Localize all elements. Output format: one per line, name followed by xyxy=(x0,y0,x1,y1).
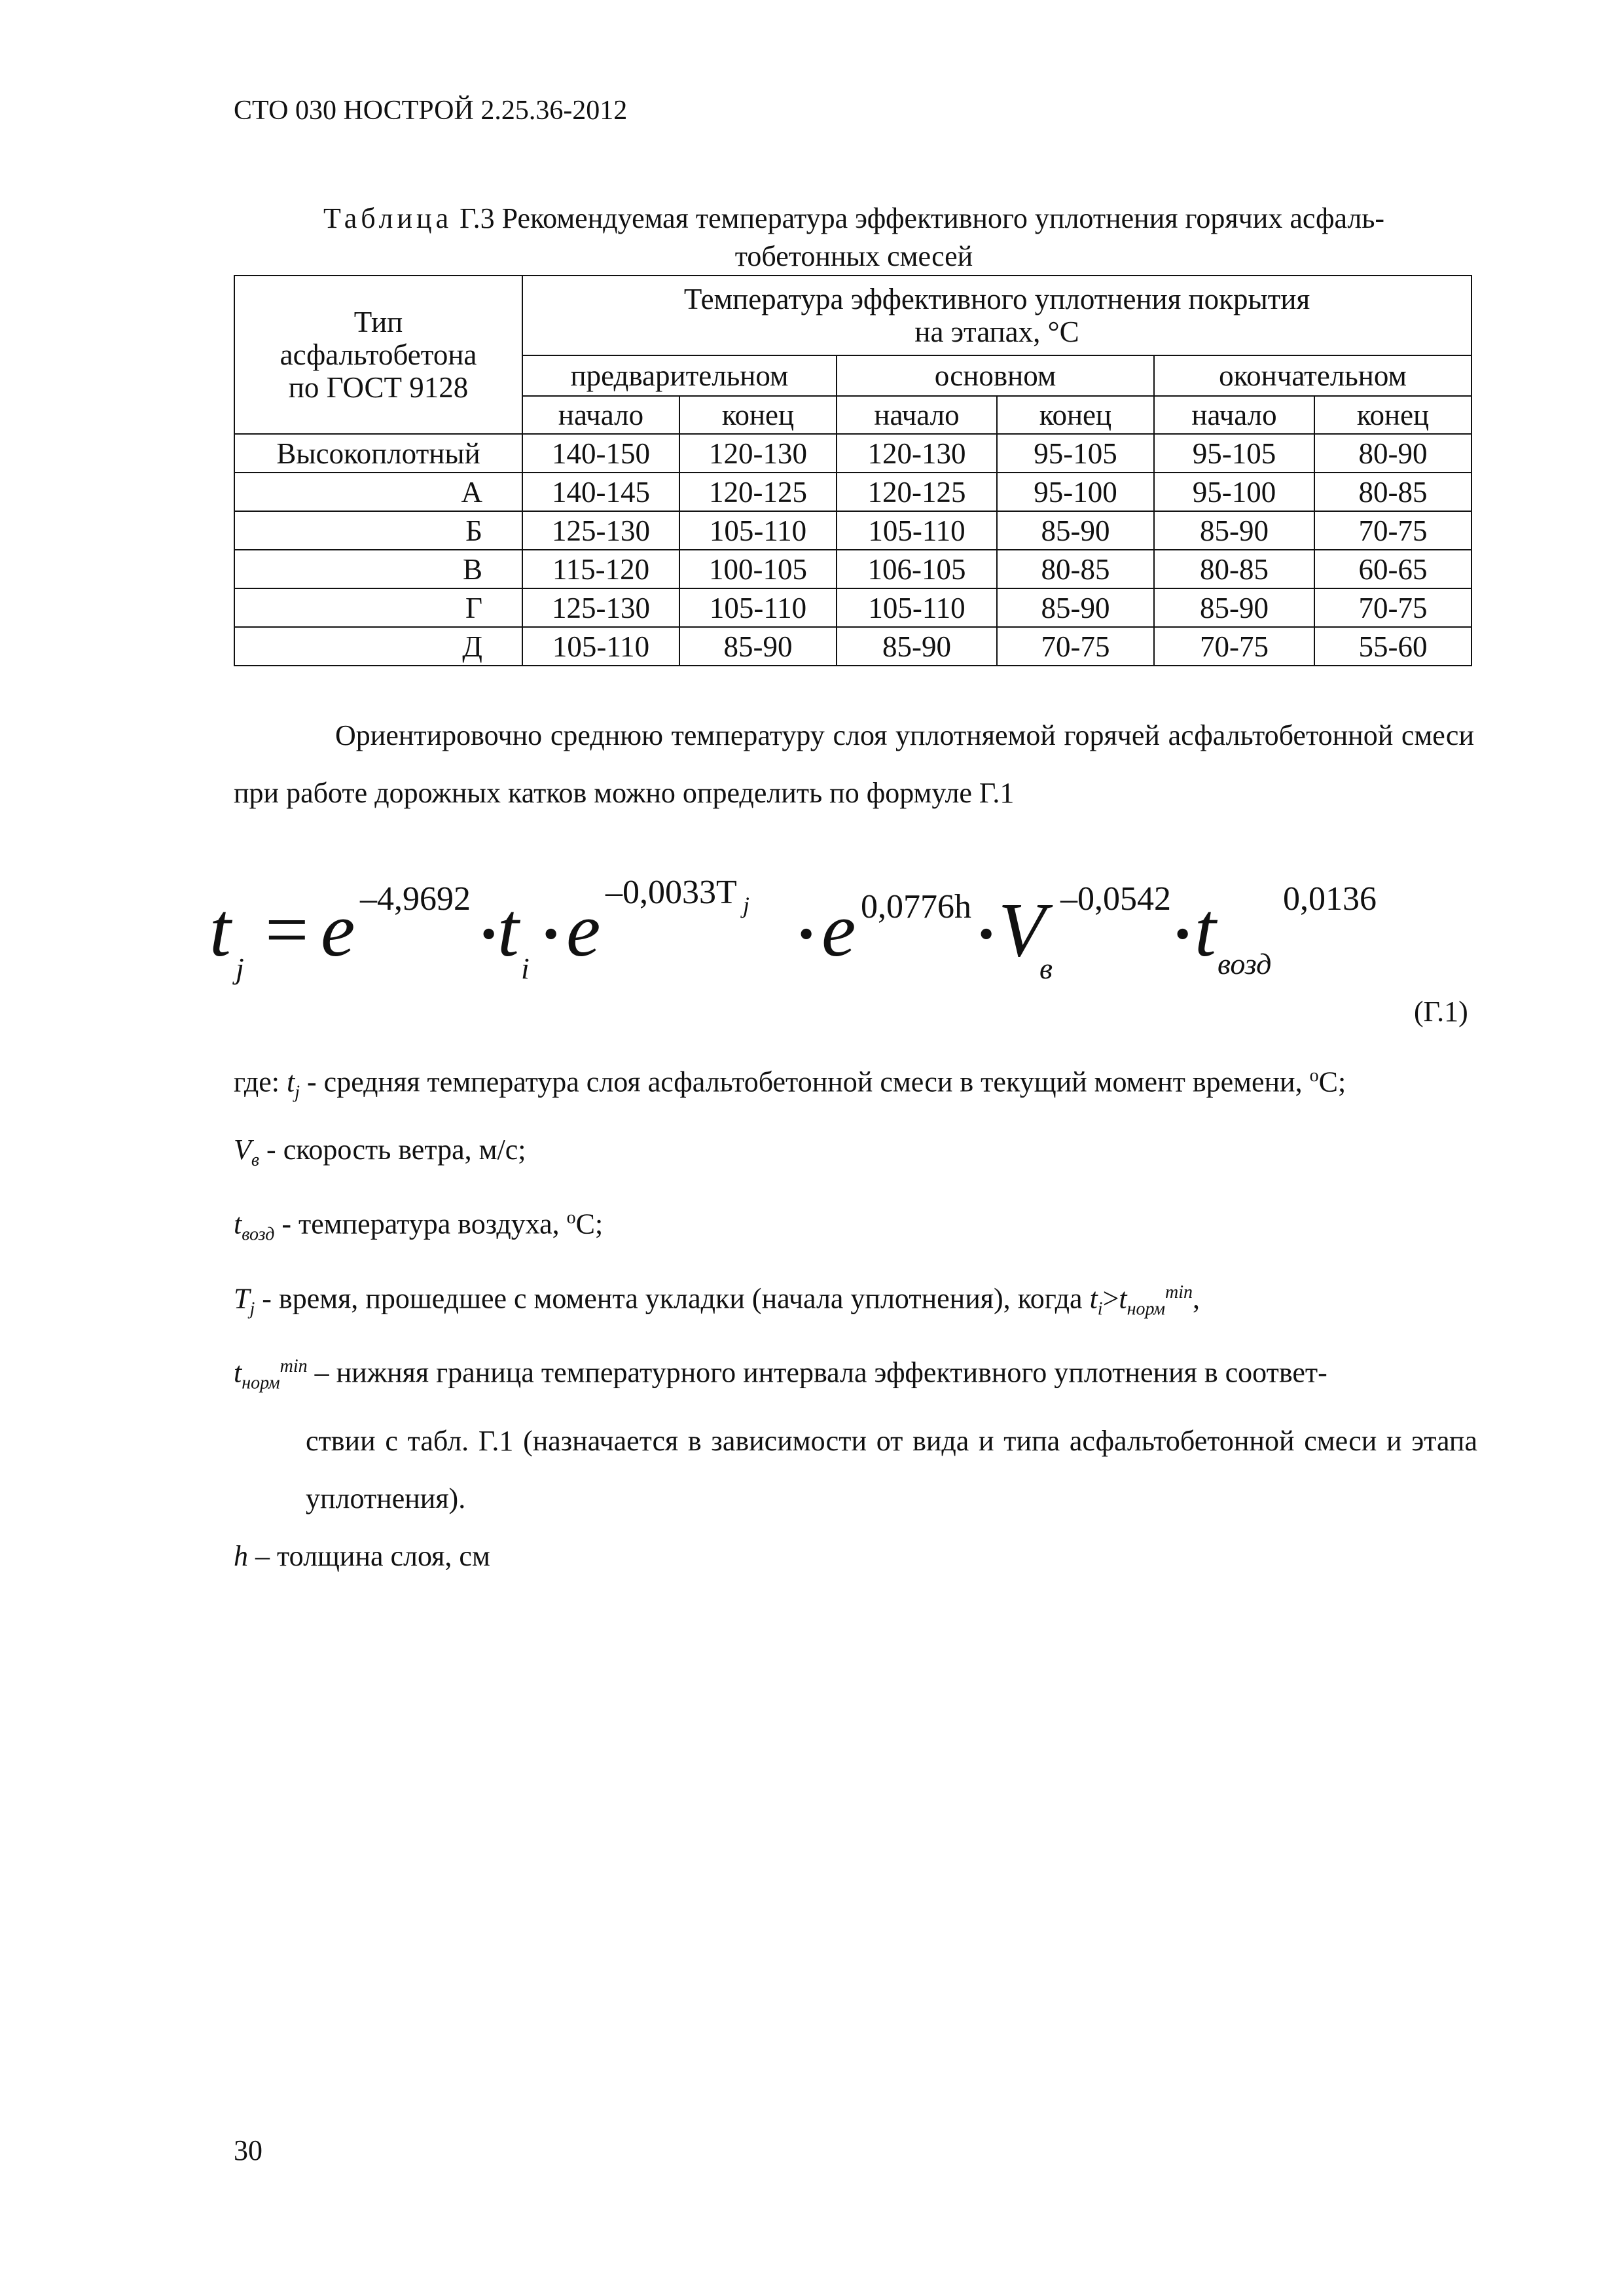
formula-v-sub: в xyxy=(1039,952,1053,985)
table-cell: 125-130 xyxy=(522,511,679,550)
table-cell: 120-125 xyxy=(837,473,997,511)
row-type: Г xyxy=(234,588,522,627)
table-cell: 95-105 xyxy=(997,434,1154,473)
page-number: 30 xyxy=(234,2134,262,2166)
symbol-sub: j xyxy=(295,1082,300,1103)
col-header-group-line1: Температура эффективного уплотнения покрытия xyxy=(683,283,1310,315)
table-row xyxy=(234,511,1471,550)
sub-header-end: конец xyxy=(997,396,1154,434)
symbol-sub: норм xyxy=(242,1372,280,1393)
definition-text: - скорость ветра, м/с; xyxy=(259,1134,526,1166)
col-header-type xyxy=(234,276,522,434)
definition-tj xyxy=(234,1047,1477,1121)
table-cell: 60-65 xyxy=(1314,550,1471,588)
definition-text: - время, прошедшее с момента укладки (начала уплотнения), когда xyxy=(255,1282,1090,1315)
definitions-list xyxy=(234,1047,1477,1585)
table-cell: 105-110 xyxy=(837,511,997,550)
symbol-sub: норм xyxy=(1127,1299,1166,1319)
symbol: t xyxy=(287,1066,295,1098)
unit: С; xyxy=(575,1208,604,1240)
table-cell: 70-75 xyxy=(1154,627,1314,666)
table-cell: 80-90 xyxy=(1314,434,1471,473)
table-cell: 80-85 xyxy=(997,550,1154,588)
definition-text: - температура воздуха, xyxy=(274,1208,567,1240)
definition-tair xyxy=(234,1189,1477,1263)
sub-header-start: начало xyxy=(522,396,679,434)
symbol-sup: min xyxy=(1165,1282,1193,1302)
row-type: Д xyxy=(234,627,522,666)
table-cell: 105-110 xyxy=(679,511,837,550)
gt-sign: > xyxy=(1102,1282,1119,1315)
formula-e1: e xyxy=(321,887,355,973)
table-cell: 120-125 xyxy=(679,473,837,511)
symbol-sub: возд xyxy=(242,1224,275,1245)
sub-header-start: начало xyxy=(1154,396,1314,434)
table-cell: 105-110 xyxy=(837,588,997,627)
comma: , xyxy=(1193,1282,1200,1315)
table-row xyxy=(234,627,1471,666)
table-row xyxy=(234,434,1471,473)
table-row xyxy=(234,550,1471,588)
table-cell: 55-60 xyxy=(1314,627,1471,666)
definition-h xyxy=(234,1528,1477,1585)
where-label: где: xyxy=(234,1066,287,1098)
paragraph-text: Ориентировочно среднюю температуру слоя уплотняемой горячей асфальтобетонной смеси при работе дорожных катков можно определить по формуле Г.1 xyxy=(234,719,1474,809)
formula-exp2: –0,0033T xyxy=(605,874,737,911)
document-header: СТО 030 НОСТРОЙ 2.25.36-2012 xyxy=(234,96,628,126)
formula-lhs-sub: j xyxy=(236,952,244,985)
symbol-sup: min xyxy=(280,1356,308,1377)
stage-header-preliminary: предварительном xyxy=(522,355,837,396)
formula-e3: e xyxy=(821,887,856,973)
formula-exp3: 0,0776h xyxy=(861,888,971,925)
definition-text: – нижняя граница температурного интервала эффективного уплотнения в соответ- xyxy=(307,1356,1327,1389)
stage-header-final: окончательном xyxy=(1154,355,1471,396)
table-cell: 120-130 xyxy=(837,434,997,473)
definition-text: – толщина слоя, см xyxy=(248,1539,490,1572)
sub-header-end: конец xyxy=(679,396,837,434)
formula-v: V xyxy=(998,887,1046,973)
row-type: В xyxy=(234,550,522,588)
formula-tair-sub: возд xyxy=(1218,947,1272,980)
table-cell: 95-100 xyxy=(1154,473,1314,511)
definition-vv xyxy=(234,1121,1477,1189)
definition-tnorm-continued: ствии с табл. Г.1 (назначается в зависимости от вида и типа асфальтобетонной смеси и этапа уплотнения). xyxy=(306,1424,1477,1515)
table-cell: 105-110 xyxy=(679,588,837,627)
table-cell: 85-90 xyxy=(1154,588,1314,627)
table-cell: 70-75 xyxy=(1314,511,1471,550)
formula-dot: · xyxy=(795,897,818,970)
table-cell: 100-105 xyxy=(679,550,837,588)
formula-equals: = xyxy=(265,887,309,973)
table-cell: 85-90 xyxy=(1154,511,1314,550)
formula-dot: · xyxy=(478,897,500,970)
table-caption-label: Таблица xyxy=(323,202,453,234)
col-header-type-line1: Тип xyxy=(353,306,403,338)
symbol: h xyxy=(234,1539,248,1572)
table-cell: 125-130 xyxy=(522,588,679,627)
col-header-group xyxy=(522,276,1471,355)
table-cell: 85-90 xyxy=(679,627,837,666)
symbol-sub: i xyxy=(1097,1299,1103,1319)
table-caption-text: Г.3 Рекомендуемая температура эффективного уплотнения горячих асфаль- xyxy=(452,202,1385,234)
table-cell: 120-130 xyxy=(679,434,837,473)
formula-dot: · xyxy=(540,897,562,970)
definition-text: - средняя температура слоя асфальтобетонной смеси в текущий момент времени, xyxy=(300,1066,1310,1098)
unit: С; xyxy=(1318,1066,1346,1098)
degree-mark: о xyxy=(1309,1066,1319,1086)
formula-e2: e xyxy=(566,887,601,973)
col-header-type-line3: по ГОСТ 9128 xyxy=(288,371,469,404)
table-cell: 95-100 xyxy=(997,473,1154,511)
definition-tnorm xyxy=(234,1338,1477,1412)
col-header-group-line2: на этапах, °С xyxy=(914,315,1079,348)
definition-Tj xyxy=(234,1264,1477,1338)
table-cell: 115-120 xyxy=(522,550,679,588)
sub-header-start: начало xyxy=(837,396,997,434)
symbol: t xyxy=(234,1356,242,1389)
symbol-sub: j xyxy=(249,1299,255,1319)
row-type: Б xyxy=(234,511,522,550)
col-header-type-line2: асфальтобетона xyxy=(280,338,477,371)
formula-exp1: –4,9692 xyxy=(360,880,471,918)
symbol: T xyxy=(234,1282,250,1315)
formula xyxy=(209,857,1519,1001)
formula-exp2-sub: j xyxy=(743,892,750,918)
table-cell: 95-105 xyxy=(1154,434,1314,473)
formula-ti: t xyxy=(497,887,519,973)
symbol: V xyxy=(234,1134,251,1166)
formula-ti-sub: i xyxy=(521,952,530,985)
table-row xyxy=(234,473,1471,511)
table-cell: 70-75 xyxy=(1314,588,1471,627)
table-caption xyxy=(234,200,1474,276)
table-cell: 106-105 xyxy=(837,550,997,588)
temperature-table xyxy=(234,275,1472,666)
formula-dot: · xyxy=(975,897,998,970)
symbol: t xyxy=(1089,1282,1098,1315)
formula-dot: · xyxy=(1172,897,1194,970)
row-type: А xyxy=(234,473,522,511)
degree-mark: о xyxy=(566,1208,576,1229)
table-cell: 85-90 xyxy=(997,588,1154,627)
table-cell: 70-75 xyxy=(997,627,1154,666)
symbol-sub: в xyxy=(251,1150,260,1171)
table-cell: 85-90 xyxy=(997,511,1154,550)
formula-tair: t xyxy=(1195,887,1216,973)
stage-header-main: основном xyxy=(837,355,1154,396)
symbol: t xyxy=(234,1208,242,1240)
formula-exp4: –0,0542 xyxy=(1060,880,1171,918)
table-cell: 140-145 xyxy=(522,473,679,511)
formula-exp5: 0,0136 xyxy=(1283,880,1377,918)
formula-number: (Г.1) xyxy=(1414,996,1468,1028)
sub-header-end: конец xyxy=(1314,396,1471,434)
table-cell: 85-90 xyxy=(837,627,997,666)
row-type: Высокоплотный xyxy=(234,434,522,473)
table-row xyxy=(234,588,1471,627)
table-cell: 140-150 xyxy=(522,434,679,473)
table-caption-line2: тобетонных смесей xyxy=(734,240,973,272)
table-cell: 80-85 xyxy=(1314,473,1471,511)
symbol: t xyxy=(1119,1282,1127,1315)
formula-lhs: t xyxy=(209,887,231,973)
table-cell: 80-85 xyxy=(1154,550,1314,588)
table-cell: 105-110 xyxy=(522,627,679,666)
